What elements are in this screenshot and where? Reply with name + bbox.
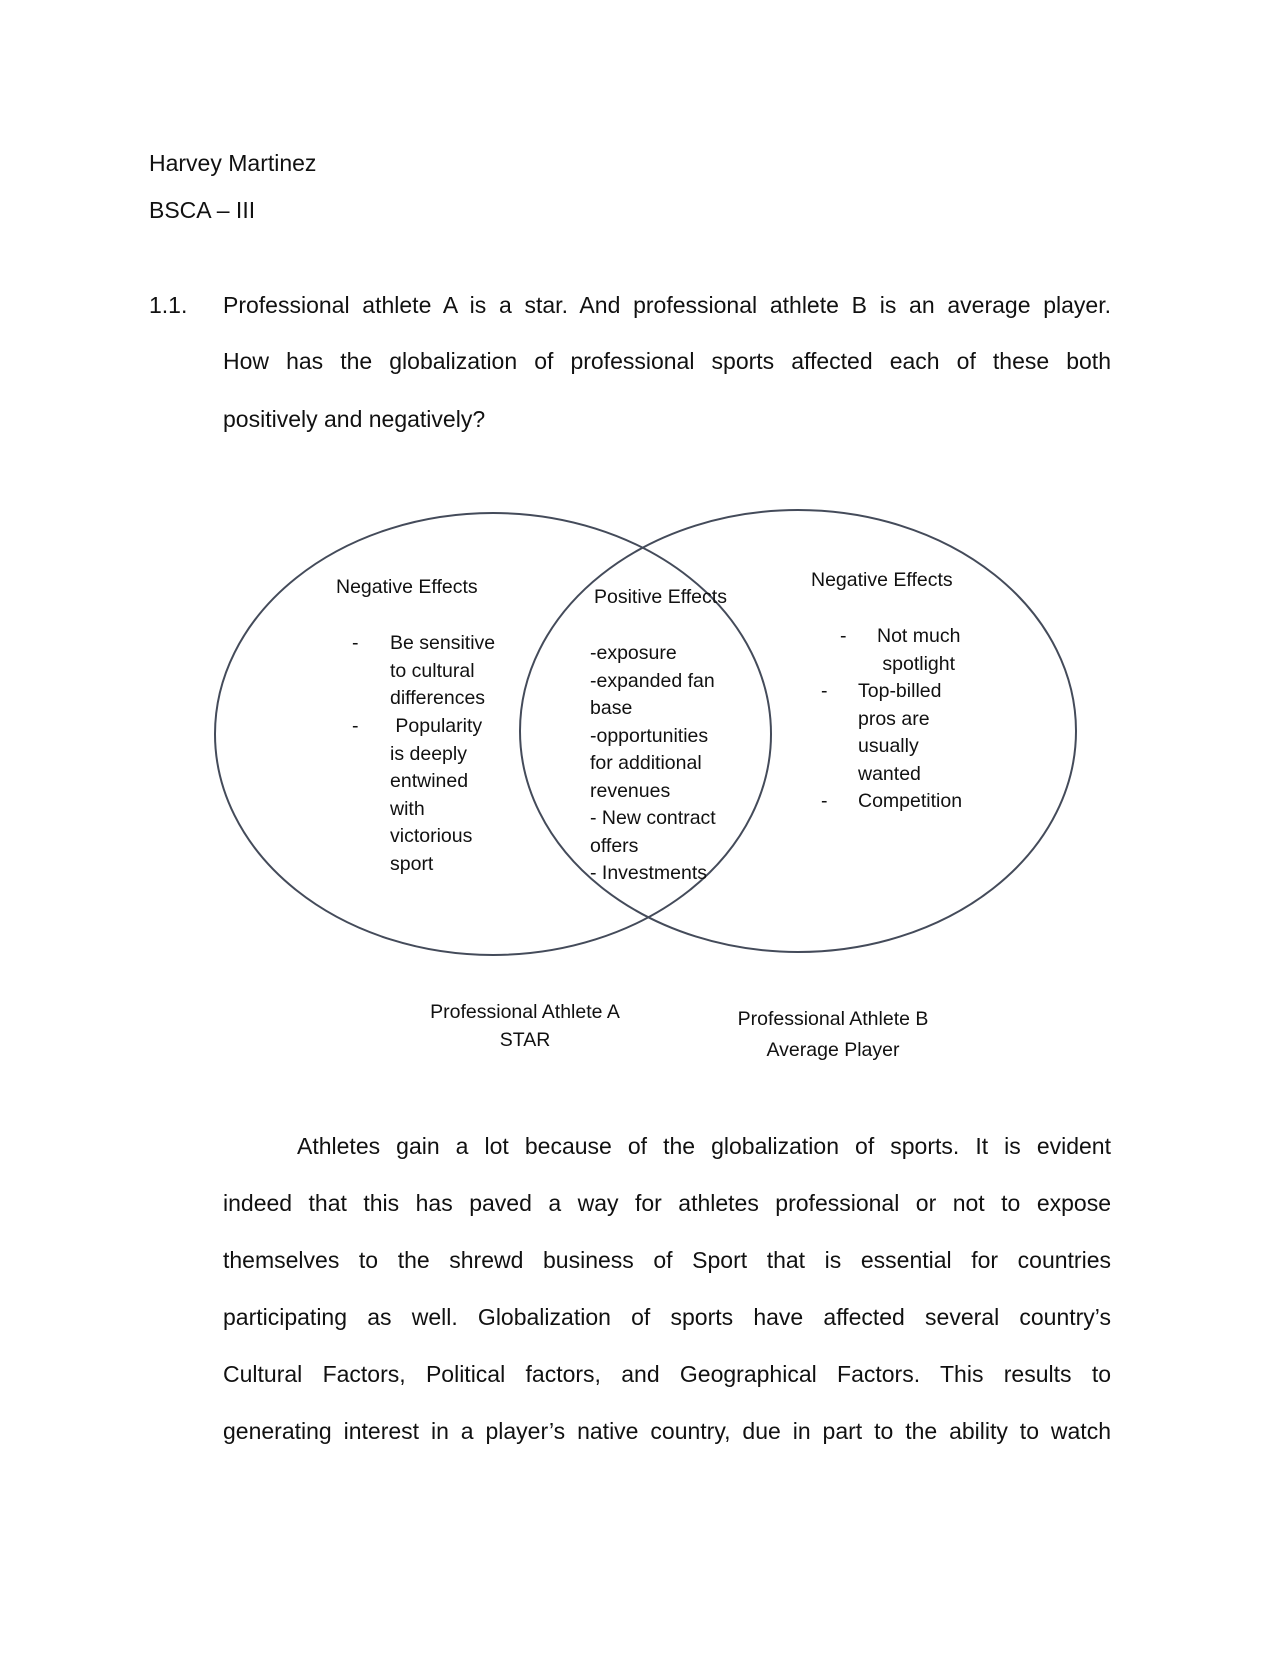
line: -exposure: [590, 642, 677, 664]
line: -expanded fan: [590, 669, 715, 692]
line: Professional Athlete B: [737, 1008, 929, 1030]
bullet: -: [352, 715, 359, 737]
bullet: -: [840, 625, 847, 647]
line: pros are: [858, 707, 930, 730]
author-name: Harvey Martinez: [149, 150, 317, 176]
answer-line: themselves to the shrewd business of Sport that is essential for countries: [223, 1247, 1111, 1273]
right-item-3: Competition: [858, 790, 963, 812]
question-line: Professional athlete A is a star. And professional athlete B is an average player.: [223, 292, 1111, 318]
left-title: Negative Effects: [336, 576, 478, 598]
bullet: -: [821, 680, 828, 702]
center-title: Positive Effects: [594, 586, 727, 608]
athlete-a-label: [410, 999, 640, 1054]
center-items: [590, 640, 716, 888]
line: entwined: [390, 770, 469, 792]
answer-line: participating as well. Globalization of sports have affected several country’s: [223, 1304, 1111, 1330]
line: Professional Athlete A: [430, 1001, 620, 1023]
line: sport: [390, 852, 434, 875]
line: base: [590, 697, 633, 719]
line: with: [390, 797, 425, 820]
line: revenues: [590, 779, 671, 802]
line: Not much: [877, 625, 961, 647]
line: Top-billed: [858, 680, 942, 702]
line: Average Player: [766, 1039, 900, 1061]
right-item-1: [877, 623, 960, 678]
line: to cultural: [390, 659, 475, 682]
line: is deeply: [390, 742, 467, 765]
bullet: -: [821, 790, 828, 812]
left-item-2: [390, 713, 482, 878]
course-label: BSCA – III: [149, 197, 256, 223]
line: for additional: [590, 752, 702, 774]
line: wanted: [858, 762, 921, 785]
right-item-2: [858, 678, 941, 788]
answer-line: indeed that this has paved a way for athletes professional or not to expose: [223, 1190, 1111, 1216]
line: differences: [390, 687, 486, 709]
answer-line: Athletes gain a lot because of the globalization of sports. It is evident: [297, 1133, 1111, 1159]
athlete-b-label: [718, 1004, 948, 1066]
line: victorious: [390, 825, 473, 847]
question-line: positively and negatively?: [223, 406, 486, 432]
line: spotlight: [882, 652, 956, 675]
line: STAR: [499, 1028, 551, 1051]
answer-line: Cultural Factors, Political factors, and Geographical Factors. This results to: [223, 1361, 1111, 1387]
question-number: 1.1.: [149, 292, 188, 318]
right-title: Negative Effects: [811, 569, 953, 591]
line: offers: [590, 834, 639, 857]
line: Be sensitive: [390, 632, 496, 654]
bullet: -: [352, 632, 359, 654]
line: -opportunities: [590, 724, 709, 747]
answer-line: generating interest in a player’s native country, due in part to the ability to watch: [223, 1418, 1111, 1444]
line: - New contract: [590, 807, 716, 829]
line: - Investments: [590, 862, 708, 884]
line: Popularity: [390, 715, 483, 737]
question-line: How has the globalization of professional sports affected each of these both: [223, 348, 1111, 374]
left-item-1: [390, 630, 495, 713]
line: usually: [858, 735, 919, 757]
